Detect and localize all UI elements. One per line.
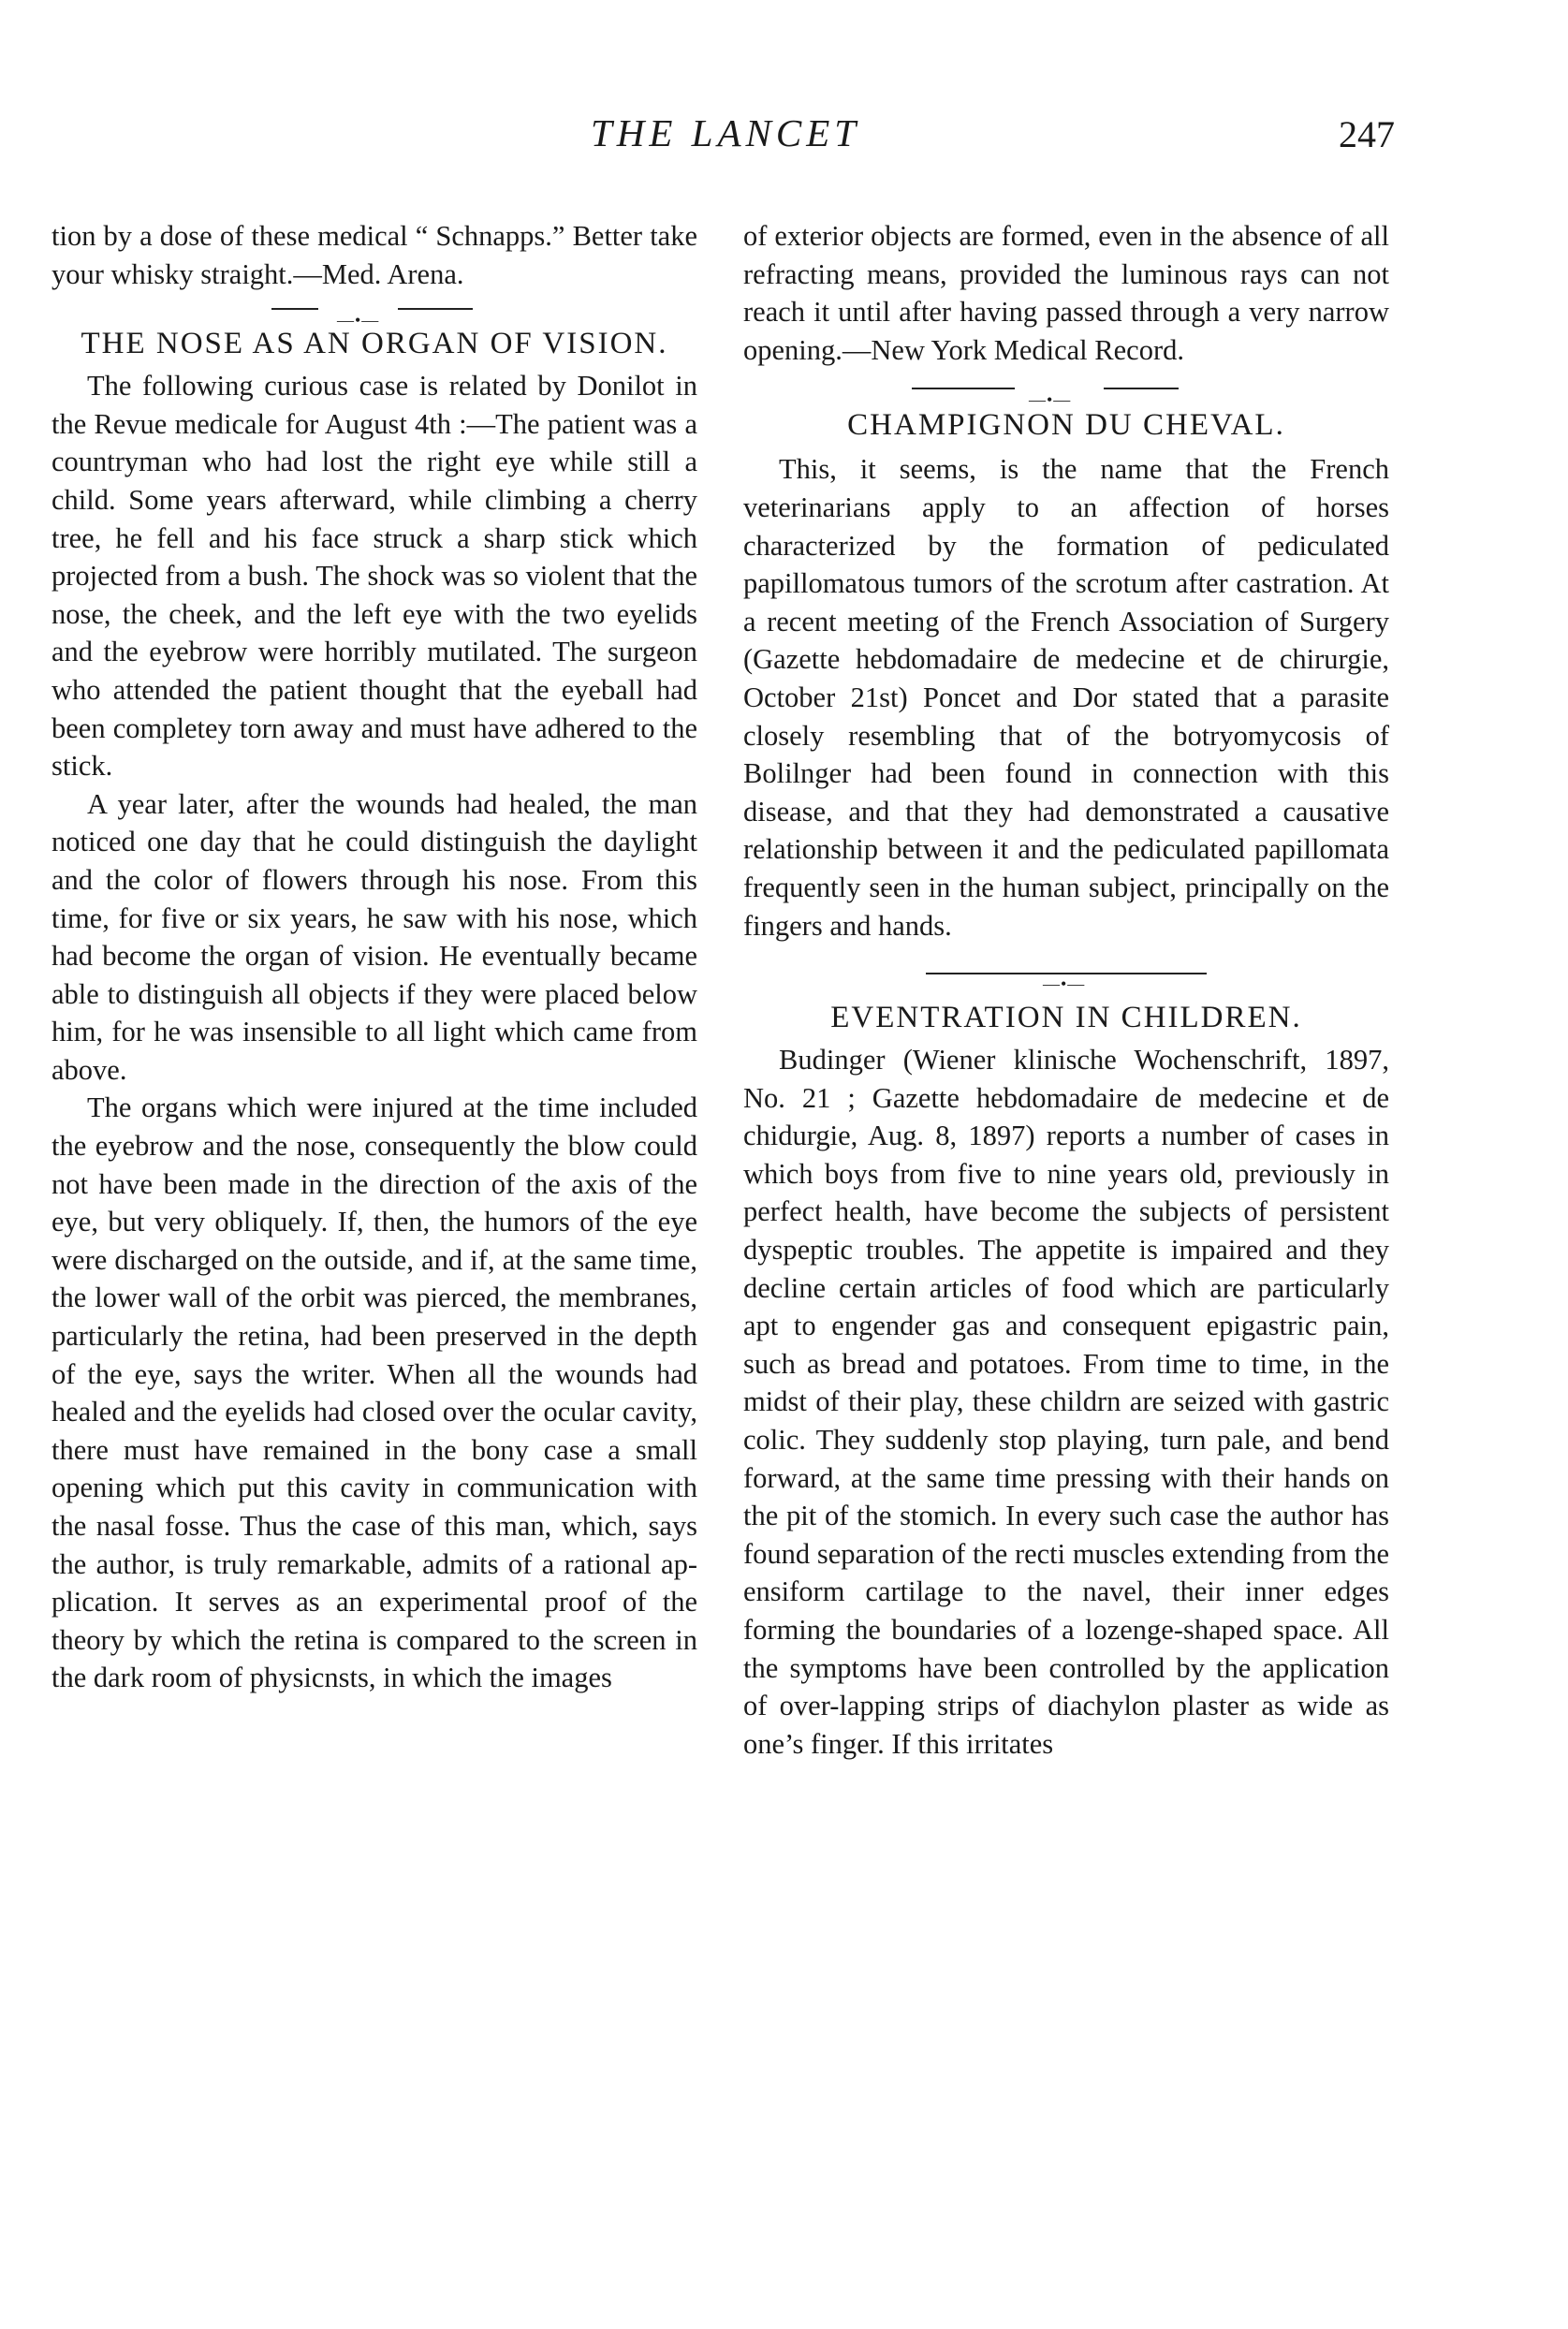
paragraph: The following curious case is related by Donilot in the Revue medicale for August 4th :—The patient was a countryman who had lost the right eye while still a child. Some years afterward, while climbing a cherry tree, he fell and his face struck a sharp stick which projected from a bush. The shock was so violent that the nose, the cheek, and the left eye with the two eyelids and the eyebrow were horribly mutilated. The surgeon who attended the patient thought that the eyeball had been completey torn away and must have adhered to the stick. (51, 370, 697, 783)
section-divider: —•— (51, 293, 697, 325)
paragraph: Budinger (Wiener klinische Wochenschrift, 1897, No. 21 ; Gazette hebdomadaire de medecine et de chidurgie, Aug. 8, 1897) reports a number of cases in which boys from five to nine years old, previously in perfect health, have become the subjects of persistent dyspeptic troubles. The appetite is impaired and they decline certain articles of food which are particularly apt to engender gas and consequent epigastric pain, such as bread and potatoes. From time to time, in the midst of their play, these childrn are seized with gastric colic. They suddenly stop playing, turn pale, and bend forward, at the same time pressing with their hands on the pit of the stomich. In every such case the author has found separation of the recti muscles extending from the ensiform cartilage to the navel, their inner edges forming the boundaries of a lozenge-shaped space. All the symptoms have been controlled by the application of over-lapping strips of diachylon plaster as wide as one’s finger. If this irritates (743, 1044, 1389, 1760)
section-divider: —•— (743, 369, 1389, 406)
section-divider: —•— (743, 945, 1389, 999)
article-title: EVENTRATION IN CHILDREN. (830, 1001, 1302, 1035)
running-title: THE LANCET (590, 111, 861, 154)
page-number: 247 (1339, 113, 1395, 155)
page-header (56, 110, 1395, 167)
continued-paragraph: of exterior objects are formed, even in the absence of all refracting means, provided the luminous rays can not reach it until after having passed through a very narrow opening.—New York Medical Record. (743, 220, 1389, 366)
article-title: CHAMPIGNON DU CHEVAL. (847, 408, 1285, 443)
right-column (743, 217, 1389, 1763)
continued-paragraph: tion by a dose of these medical “ Schnapps.” Better take your whisky straight.—Med. Arena. (51, 220, 697, 290)
paragraph: This, it seems, is the name that the French veterinarians apply to an affection of horses characterized by the formation of pediculated papillomatous tumors of the scrotum after castration. At a recent meeting of the French Association of Surgery (Gazette hebdomadaire de medecine et de chirurgie, October 21st) Poncet and Dor stated that a parasite closely resembling that of the botryomycosis of Bolilnger had been found in connection with this disease, and that they had demonstrated a causative relationship between it and the pediculated papillomata frequently seen in the human subject, principally on the fingers and hands. (743, 453, 1389, 942)
paragraph: A year later, after the wounds had healed, the man noticed one day that he could distinguish the daylight and the color of flowers through his nose. From this time, for five or six years, he saw with his nose, which had become the organ of vision. He eventually became able to distinguish all objects if they were placed below him, for he was insensible to all light which came from above. (51, 787, 697, 1086)
paragraph: The organs which were injured at the time included the eyebrow and the nose, consequently the blow could not have been made in the direction of the axis of the eye, but very obliquely. If, then, the humors of the eye were discharged on the outside, and if, at the same time, the lower wall of the orbit was pierced, the membranes, particularly the retina, had been preserved in the depth of the eye, says the writer. When all the wounds had healed and the eyelids had closed over the ocular cavity, there must have remained in the bony case a small opening which put this cavity in communication with the nasal fosse. Thus the case of this man, which, says the author, is truly remarkable, admits of a rational application. It serves as an experimental proof of the theory by which the retina is compared to the screen in the dark room of physicnsts, in which the images (51, 1091, 697, 1694)
article-title: THE NOSE AS AN ORGAN OF VISION. (81, 327, 668, 361)
left-column (51, 217, 697, 1697)
